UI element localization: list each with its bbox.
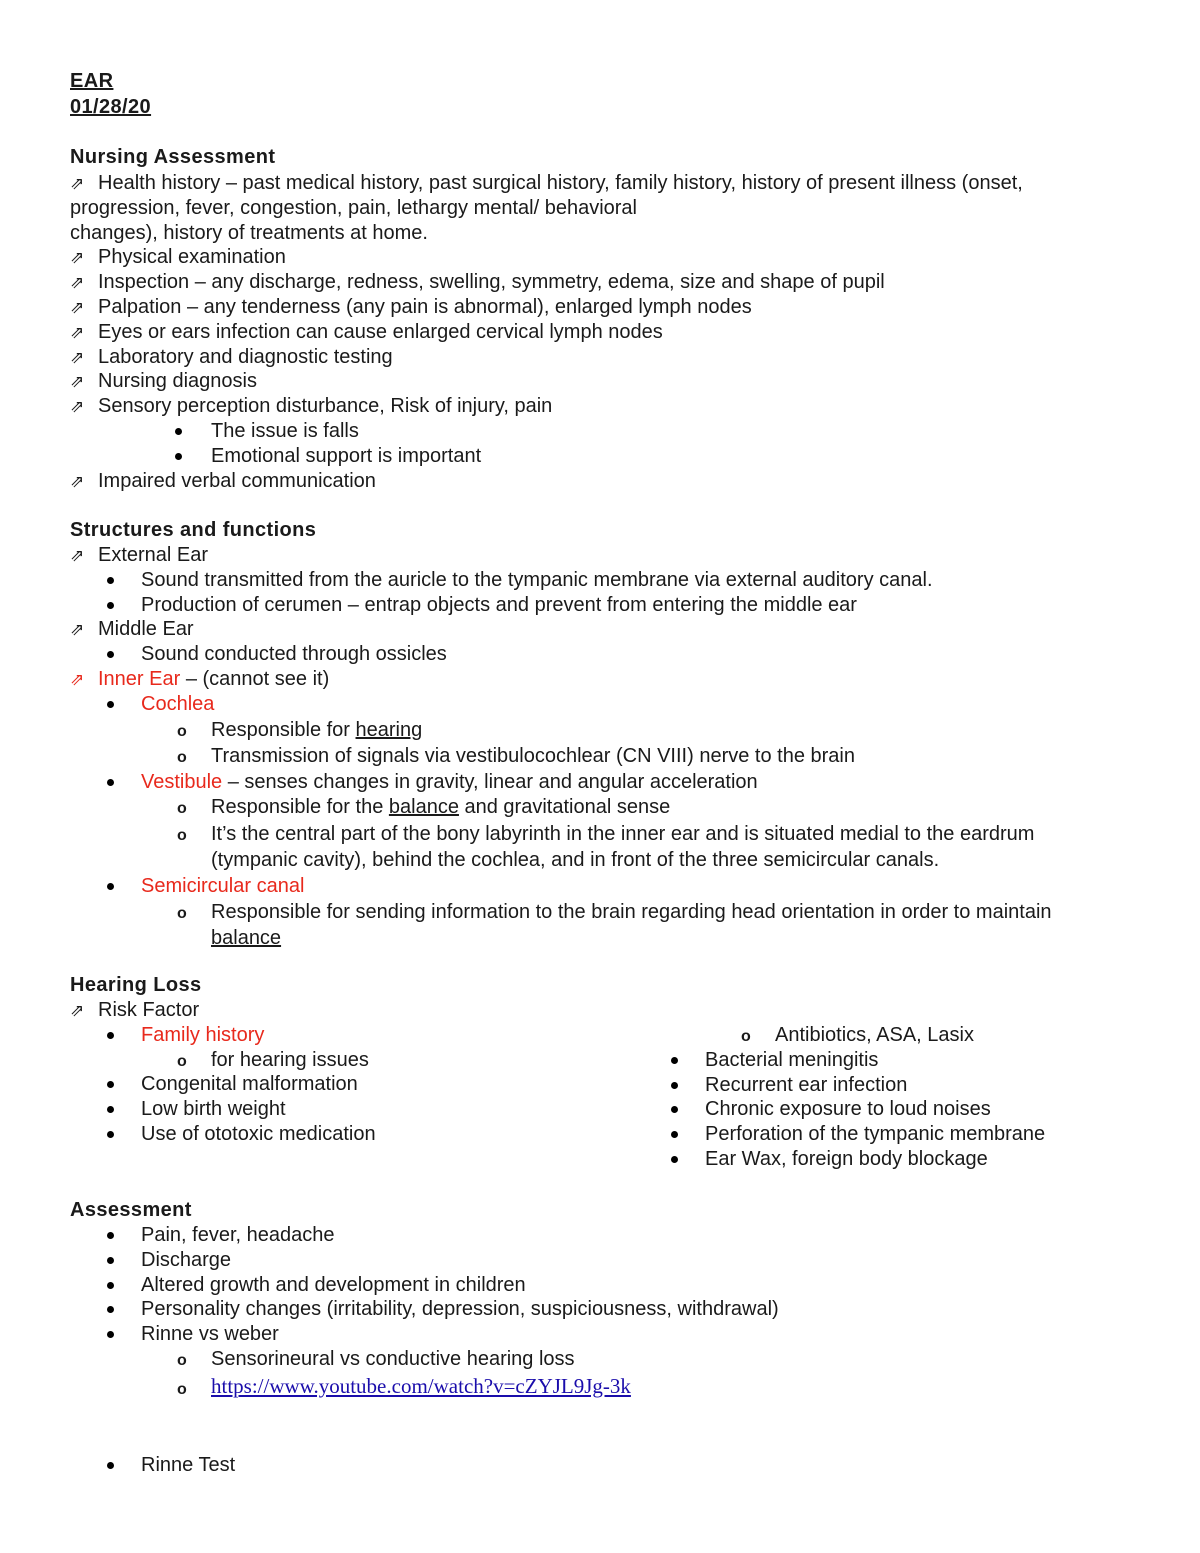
arrow-bullet-icon: ⇗	[70, 669, 85, 689]
section-heading-structures: Structures and functions	[70, 519, 317, 541]
bullet-dot-icon	[671, 1156, 678, 1163]
youtube-link[interactable]: https://www.youtube.com/watch?v=cZYJL9Jg-3k	[211, 1373, 631, 1398]
arrow-bullet-icon: ⇗	[70, 322, 85, 342]
sub-list-item: Recurrent ear infection	[634, 1073, 1154, 1098]
sub-sub-list-item-continued: balance	[211, 927, 282, 950]
list-item: ⇗ Physical examination	[70, 245, 1023, 270]
list-item: ⇗ Inspection – any discharge, redness, swelling, symmetry, edema, size and shape of pupil	[70, 270, 1023, 295]
hearing-loss-right-column	[634, 1023, 1154, 1172]
list-item: ⇗ Palpation – any tenderness (any pain is abnormal), enlarged lymph nodes	[70, 295, 1023, 320]
bullet-dot-icon	[107, 1257, 114, 1264]
o-bullet-icon: o	[177, 826, 187, 844]
bullet-dot-icon	[107, 779, 114, 786]
list-item: ⇗ Impaired verbal communication	[70, 469, 1023, 494]
arrow-bullet-icon: ⇗	[70, 372, 85, 392]
sub-sub-list-item: o Transmission of signals via vestibulocochlear (CN VIII) nerve to the brain	[70, 743, 1140, 770]
list-item: Rinne vs weber	[70, 1322, 1140, 1347]
bullet-dot-icon	[107, 1282, 114, 1289]
arrow-bullet-icon: ⇗	[70, 297, 85, 317]
arrow-bullet-icon: ⇗	[70, 1001, 85, 1020]
o-bullet-icon: o	[177, 1380, 187, 1398]
bullet-dot-icon	[107, 1306, 114, 1313]
arrow-bullet-icon: ⇗	[70, 546, 85, 565]
bullet-dot-icon	[671, 1131, 678, 1138]
bullet-dot-icon	[107, 1106, 114, 1113]
bullet-dot-icon	[107, 1131, 114, 1138]
o-bullet-icon: o	[177, 722, 187, 740]
sub-list-item: Perforation of the tympanic membrane	[634, 1122, 1154, 1147]
list-item: ⇗ Laboratory and diagnostic testing	[70, 345, 1023, 370]
sub-sub-list-item: o Antibiotics, ASA, Lasix	[634, 1023, 1154, 1048]
o-bullet-icon: o	[177, 800, 187, 818]
list-item: Pain, fever, headache	[70, 1223, 1140, 1248]
bullet-dot-icon	[107, 883, 114, 890]
bullet-dot-icon	[671, 1106, 678, 1113]
list-item: Altered growth and development in children	[70, 1273, 1140, 1298]
arrow-bullet-icon: ⇗	[70, 347, 85, 367]
doc-title: EAR	[70, 70, 114, 92]
sub-list-item: Sound conducted through ossicles	[70, 642, 1140, 667]
list-item: ⇗ Eyes or ears infection can cause enlarged cervical lymph nodes	[70, 320, 1023, 345]
sub-sub-list-item-continued: (tympanic cavity), behind the cochlea, and in front of the three semicircular canals.	[211, 849, 940, 872]
bullet-dot-icon	[671, 1057, 678, 1064]
list-item-risk-factor: ⇗ Risk Factor	[70, 998, 630, 1023]
arrow-bullet-icon: ⇗	[70, 273, 85, 293]
list-item: Rinne Test	[70, 1453, 1140, 1478]
nursing-assessment-list	[70, 171, 1023, 493]
bullet-dot-icon	[107, 1462, 114, 1469]
bullet-dot-icon	[107, 1032, 114, 1039]
arrow-bullet-icon: ⇗	[70, 248, 85, 268]
list-item-middle-ear: ⇗ Middle Ear	[70, 617, 1140, 642]
bullet-dot-icon	[107, 577, 114, 584]
sub-list-item: The issue is falls	[70, 419, 1023, 444]
list-item: Discharge	[70, 1248, 1140, 1273]
bullet-dot-icon	[107, 1081, 114, 1088]
arrow-bullet-icon: ⇗	[70, 620, 85, 640]
sub-list-item: Production of cerumen – entrap objects and prevent from entering the middle ear	[70, 593, 1140, 618]
list-item: Personality changes (irritability, depression, suspiciousness, withdrawal)	[70, 1297, 1140, 1322]
sub-list-item: Congenital malformation	[70, 1072, 630, 1097]
bullet-dot-icon	[107, 1331, 114, 1338]
bullet-dot-icon	[107, 602, 114, 609]
sub-list-item: Sound transmitted from the auricle to the tympanic membrane via external auditory canal.	[70, 568, 1140, 593]
sub-list-item-cochlea: Cochlea	[70, 692, 1140, 717]
bullet-dot-icon	[175, 453, 182, 460]
bullet-dot-icon	[671, 1082, 678, 1089]
bullet-dot-icon	[107, 1232, 114, 1239]
sub-list-item: Family history	[70, 1023, 630, 1048]
bullet-dot-icon	[107, 651, 114, 658]
hearing-loss-left-column	[70, 998, 630, 1147]
assessment-list	[70, 1223, 1140, 1400]
list-item: ⇗ Sensory perception disturbance, Risk of injury, pain	[70, 394, 1023, 419]
sub-list-item: Chronic exposure to loud noises	[634, 1097, 1154, 1122]
sub-list-item: Bacterial meningitis	[634, 1048, 1154, 1073]
list-item-inner-ear: ⇗ Inner Ear – (cannot see it)	[70, 667, 1140, 692]
sub-list-item-link	[70, 1372, 1140, 1400]
sub-list-item: o Sensorineural vs conductive hearing loss	[70, 1347, 1140, 1372]
o-bullet-icon: o	[177, 1351, 187, 1369]
bullet-dot-icon	[107, 701, 114, 708]
sub-sub-list-item: o Responsible for sending information to the brain regarding head orientation in order to maintain	[70, 899, 1140, 926]
list-item: ⇗ Health history – past medical history, past surgical history, family history, history of present illness (onset,	[70, 171, 1023, 196]
sub-list-item: Use of ototoxic medication	[70, 1122, 630, 1147]
section-heading-hearing-loss: Hearing Loss	[70, 974, 202, 996]
sub-list-item: Low birth weight	[70, 1097, 630, 1122]
sub-sub-list-item: o It’s the central part of the bony labyrinth in the inner ear and is situated medial to the eardrum	[70, 821, 1140, 848]
o-bullet-icon: o	[177, 1052, 187, 1070]
list-item: ⇗ Nursing diagnosis	[70, 369, 1023, 394]
sub-list-item: Ear Wax, foreign body blockage	[634, 1147, 1154, 1172]
assessment-rinne-test	[70, 1453, 1140, 1478]
list-item-external-ear: ⇗ External Ear	[70, 543, 1140, 568]
arrow-bullet-icon: ⇗	[70, 471, 85, 491]
doc-date: 01/28/20	[70, 96, 152, 118]
section-heading-assessment: Assessment	[70, 1199, 192, 1221]
sub-list-item-vestibule: Vestibule – senses changes in gravity, linear and angular acceleration	[70, 770, 1140, 795]
bullet-dot-icon	[175, 428, 182, 435]
arrow-bullet-icon: ⇗	[70, 174, 85, 193]
section-heading-nursing-assessment: Nursing Assessment	[70, 146, 276, 168]
o-bullet-icon: o	[177, 904, 187, 922]
o-bullet-icon: o	[741, 1028, 751, 1045]
sub-list-item: Emotional support is important	[70, 444, 1023, 469]
sub-sub-list-item: o Responsible for hearing	[70, 717, 1140, 744]
arrow-bullet-icon: ⇗	[70, 397, 85, 417]
sub-sub-list-item: o for hearing issues	[70, 1048, 630, 1073]
structures-list	[70, 543, 1140, 952]
list-item-continued: progression, fever, congestion, pain, lethargy mental/ behavioral	[70, 196, 638, 219]
sub-sub-list-item: o Responsible for the balance and gravitational sense	[70, 794, 1140, 821]
o-bullet-icon: o	[177, 749, 187, 767]
list-item-continued: changes), history of treatments at home.	[70, 221, 428, 244]
sub-list-item-semicircular: Semicircular canal	[70, 874, 1140, 899]
